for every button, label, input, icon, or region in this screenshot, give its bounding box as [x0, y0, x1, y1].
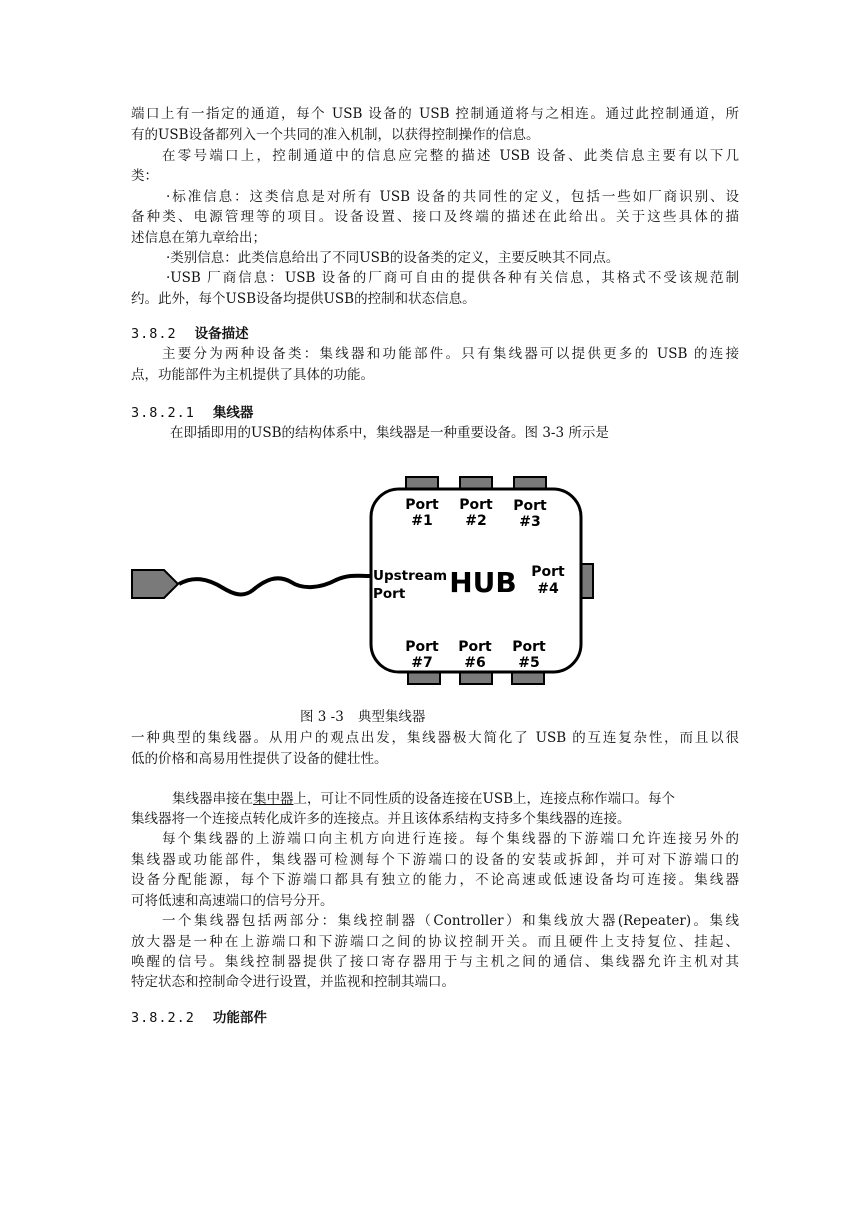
section-3822-number: 3.8.2.2 — [131, 1010, 195, 1026]
components-line-1: 一个集线器包括两部分：集线控制器（Controller）和集线放大器(Repeater)。集线 — [162, 913, 739, 929]
section-382-line-2: 点，功能部件为主机提供了具体的功能。 — [131, 367, 374, 383]
upstream-label-line-1: Upstream — [373, 568, 448, 584]
port0-line-2: 类： — [131, 168, 158, 184]
port-5-word: Port — [512, 639, 546, 655]
bullet-vendor-line-2: 约。此外，每个USB设备均提供USB的控制和状态信息。 — [131, 291, 476, 307]
section-3822-title: 功能部件 — [212, 1010, 267, 1026]
section-3821-line-1: 在即插即用的USB的结构体系中，集线器是一种重要设备。图 3-3 所示是 — [170, 425, 609, 441]
after-figure-line-2: 低的价格和高易用性提供了设备的健壮性。 — [131, 751, 388, 767]
port-4-number: #4 — [537, 581, 559, 597]
port-1-number: #1 — [411, 513, 433, 529]
figure-caption — [300, 705, 425, 725]
bullet-standard-line-2: 备种类、电源管理等的项目。设备设置、接口及终端的描述在此给出。关于这些具体的描 — [131, 209, 739, 225]
cascade-line-1-a: 集线器串接在 — [172, 791, 253, 807]
hub-label: HUB — [449, 566, 517, 599]
ports-line-2: 集线器或功能部件，集线器可检测每个下游端口的设备的安装或拆卸，并可对下游端口的 — [131, 852, 739, 868]
port-3-word: Port — [513, 498, 547, 514]
components-line-2: 放大器是一种在上游端口和下游端口之间的协议控制开关。而且硬件上支持复位、挂起、 — [131, 934, 739, 950]
hub-diagram — [131, 470, 601, 700]
cascade-line-1 — [172, 789, 739, 809]
ports-line-4: 可将低速和高速端口的信号分开。 — [131, 893, 334, 909]
section-3821-number: 3.8.2.1 — [131, 405, 195, 421]
section-382-number: 3.8.2 — [131, 326, 177, 342]
bullet-class-line: ·类别信息：此类信息给出了不同USB的设备类的定义，主要反映其不同点。 — [166, 250, 620, 266]
port-6-word: Port — [458, 639, 492, 655]
cascade-line-2: 集线器将一个连接点转化成许多的连接点。并且该体系结构支持多个集线器的连接。 — [131, 811, 631, 827]
port-7-word: Port — [405, 639, 439, 655]
components-line-4: 特定状态和控制命令进行设置，并监视和控制其端口。 — [131, 974, 455, 990]
section-382-line-1: 主要分为两种设备类：集线器和功能部件。只有集线器可以提供更多的 USB 的连接 — [162, 346, 739, 362]
ports-line-1: 每个集线器的上游端口向主机方向进行连接。每个集线器的下游端口允许连接另外的 — [162, 831, 739, 847]
section-3821-title: 集线器 — [212, 405, 254, 421]
bullet-standard-line-1: ·标准信息：这类信息是对所有 USB 设备的共同性的定义，包括一些如厂商识别、设 — [166, 189, 739, 205]
ports-line-3: 设备分配能源，每个下游端口都具有独立的能力，不论高速或低速设备均可连接。集线器 — [131, 872, 739, 888]
upstream-label-line-2: Port — [373, 586, 406, 602]
section-382-heading — [131, 324, 739, 344]
section-3821-heading — [131, 403, 739, 423]
section-382-title: 设备描述 — [194, 326, 249, 342]
bullet-vendor-line-1: ·USB 厂商信息：USB 设备的厂商可自由的提供各种有关信息，其格式不受该规范制 — [166, 270, 739, 286]
bullet-standard-line-3: 述信息在第九章给出； — [131, 230, 266, 246]
port0-line-1: 在零号端口上，控制通道中的信息应完整的描述 USB 设备、此类信息主要有以下几 — [162, 148, 739, 164]
section-3822-heading — [131, 1008, 739, 1028]
port-7-number: #7 — [411, 655, 433, 671]
intro-line-1: 端口上有一指定的通道，每个 USB 设备的 USB 控制通道将与之相连。通过此控制通道，所 — [131, 106, 739, 122]
cascade-line-1-b: 上，可让不同性质的设备连接在USB上，连接点称作端口。每个 — [293, 791, 676, 807]
port-4-word: Port — [531, 564, 565, 580]
port-6-number: #6 — [464, 655, 486, 671]
port-2-number: #2 — [465, 513, 487, 529]
components-line-3: 唤醒的信号。集线控制器提供了接口寄存器用于与主机之间的通信、集线器允许主机对其 — [131, 954, 739, 970]
concentrator-link[interactable]: 集中器 — [253, 791, 294, 807]
port-3-number: #3 — [519, 514, 541, 530]
port-2-word: Port — [459, 497, 493, 513]
after-figure-line-1: 一种典型的集线器。从用户的观点出发，集线器极大简化了 USB 的互连复杂性，而且以很 — [131, 730, 739, 746]
figure-caption-title: 典型集线器 — [357, 709, 426, 725]
port-1-word: Port — [405, 497, 439, 513]
intro-line-2: 有的USB设备都列入一个共同的准入机制，以获得控制操作的信息。 — [131, 127, 540, 143]
figure-caption-number: 图 3 -3 — [300, 709, 344, 725]
port-5-number: #5 — [518, 655, 540, 671]
usb-cable — [179, 576, 371, 595]
usb-plug-icon — [132, 570, 178, 598]
